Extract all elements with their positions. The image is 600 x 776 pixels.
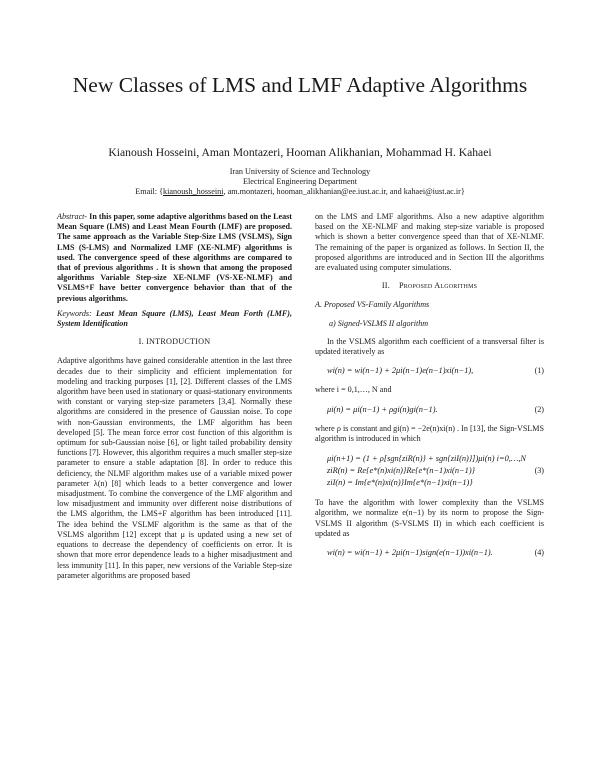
equation-3-number: (3): [534, 466, 544, 476]
where-clause-1: where i = 0,1,…, N and: [315, 385, 392, 395]
abstract-text: In this paper, some adaptive algorithms based on the Least Mean Square (LMS) and Least Mean Fourth (LMF) are proposed. The same approach as the Variable Step-Size LMS (VSLMS), Sign LMS (S-LMS) and Normalized LMF (XE-NLMF) algorithms is used. The convergence speed of these algorithms are compared to that of previous algorithms . It is shown that among the proposed algorithms Variable Step-size XE-NLMF (VS-XE-NLMF) and VSLMS+F have better convergence behavior than that of the previous algorithms.: [57, 212, 292, 303]
right-column: [315, 212, 544, 567]
email-line: [0, 186, 600, 197]
email-prefix: Email: {: [135, 187, 164, 196]
right-paragraph-4: To have the algorithm with lower complexity than the VSLMS algorithm, we normalize e(n−1) by its norm to propose the Sign-VSLMS II algorithm (S-VSLMS II) in which each coefficient is updated as: [315, 498, 544, 538]
equation-2: [315, 405, 544, 415]
equation-2-expr: μi(n) = μi(n−1) + ρgi(n)gi(n−1).: [327, 404, 438, 414]
equation-1-number: (1): [534, 366, 544, 376]
right-paragraph-3: where ρ is constant and gi(n) = −2e(n)xi(n) . In [13], the Sign-VSLMS algorithm is introduced in which: [315, 423, 544, 444]
email-link[interactable]: kianoush_hosseini: [163, 187, 224, 196]
left-column: [57, 212, 292, 581]
keywords-text: Least Mean Square (LMS), Least Mean Forth (LMF), System Identification: [57, 308, 292, 329]
equation-1-expr: wi(n) = wi(n−1) + 2μi(n−1)e(n−1)xi(n−1),: [327, 366, 474, 376]
intro-paragraph: Adaptive algorithms have gained considerable attention in the last three decades due to their simplicity and efficient implementation for modeling and tracking purposes [1], [2]. Different classes of the LMS algorithm have been used in stationary or quasi-stationary environments with constant or varying step-size parameters [3,4]. Normally these algorithms are considered in the presence of Gaussian noise. To cope with non-Gaussian environments, the LMF algorithm has been developed [5]. The mean force error cost function of this algorithm is optimum for sub-Gaussian noise [6], or light tailed probability density functions [7]. However, this algorithm requires a much smaller step-size parameter to ensure a stable adaptation [8]. In order to reduce this deficiency, the NLMF algorithm makes use of a variable mixed power parameter λ(n) [8] which leads to a better convergence and lower misadjustment. To combine the convergence of the LMF algorithm and low misadjustment and immunity over different noise distributions of the LMS algorithm, the LMS+F algorithm has been introduced [11]. The idea behind the VSLMF algorithm is the same as that of the VSLMS algorithm [12] except that μ is updated using a new set of equations to decrease the dependency of coefficients on error. It is shown that more error dependence leads to a higher misadjustment and less immunity [11]. In this paper, new versions of the Variable Step-size parameter algorithms are proposed based: [57, 356, 292, 580]
equation-4-number: (4): [534, 548, 544, 558]
right-paragraph-2: In the VSLMS algorithm each coefficient of a transversal filter is updated iteratively as: [315, 336, 544, 357]
section-2-title: Proposed Algorithms: [398, 281, 478, 291]
equation-3-block: [315, 453, 526, 489]
section-2-number: II.: [381, 281, 390, 291]
keywords-label: Keywords:: [57, 308, 92, 318]
equation-3c: ziI(n) = Im{e*(n)xi(n)}Im{e*(n−1)xi(n−1)}: [327, 478, 473, 488]
abstract: [57, 212, 292, 304]
abstract-label: Abstract-: [57, 212, 88, 221]
keywords: [57, 309, 292, 329]
equation-1: [315, 366, 544, 376]
right-paragraph-1: on the LMS and LMF algorithms. Also a new adaptive algorithm based on the XE-NLMF and making step-size variable is proposed which is shown a better convergence speed than that of XE-NLMF. The remaining of the paper is organized as follows. In Section II, the proposed algorithms are introduced and in Section III the algorithms are evaluated using computer simulations.: [315, 212, 544, 273]
subsubsection-a-heading: a) Signed-VSLMS II algorithm: [329, 318, 429, 328]
equation-4-expr: wi(n) = wi(n−1) + 2μi(n−1)sign(e(n−1))xi(n−1).: [327, 548, 493, 558]
section-2-heading: [315, 281, 544, 291]
author-list: Kianoush Hosseini, Aman Montazeri, Hooman Alikhanian, Mohammad H. Kahaei: [108, 146, 492, 159]
email-rest: , am.montazeri, hooman_alikhanian@ee.iust.ac.ir, and kahaei@iust.ac.ir}: [223, 187, 465, 196]
subsection-a-heading: A. Proposed VS-Family Algorithms: [315, 300, 430, 310]
affiliation-university: Iran University of Science and Technology: [229, 167, 371, 176]
affiliation-department: Electrical Engineering Department: [242, 177, 358, 186]
equation-2-number: (2): [534, 404, 544, 414]
paper-title: New Classes of LMS and LMF Adaptive Algorithms: [72, 73, 528, 97]
equation-4: [315, 548, 544, 558]
equation-3b: ziR(n) = Re{e*(n)xi(n)}Re{e*(n−1)xi(n−1)}: [327, 466, 476, 476]
intro-heading: I. INTRODUCTION: [138, 337, 211, 347]
equation-3a: μi(n+1) = (1 + ρ[sgn{ziR(n)} + sgn{ziI(n)}])μi(n) i=0,…,N: [327, 454, 527, 464]
equation-3: [315, 453, 544, 489]
